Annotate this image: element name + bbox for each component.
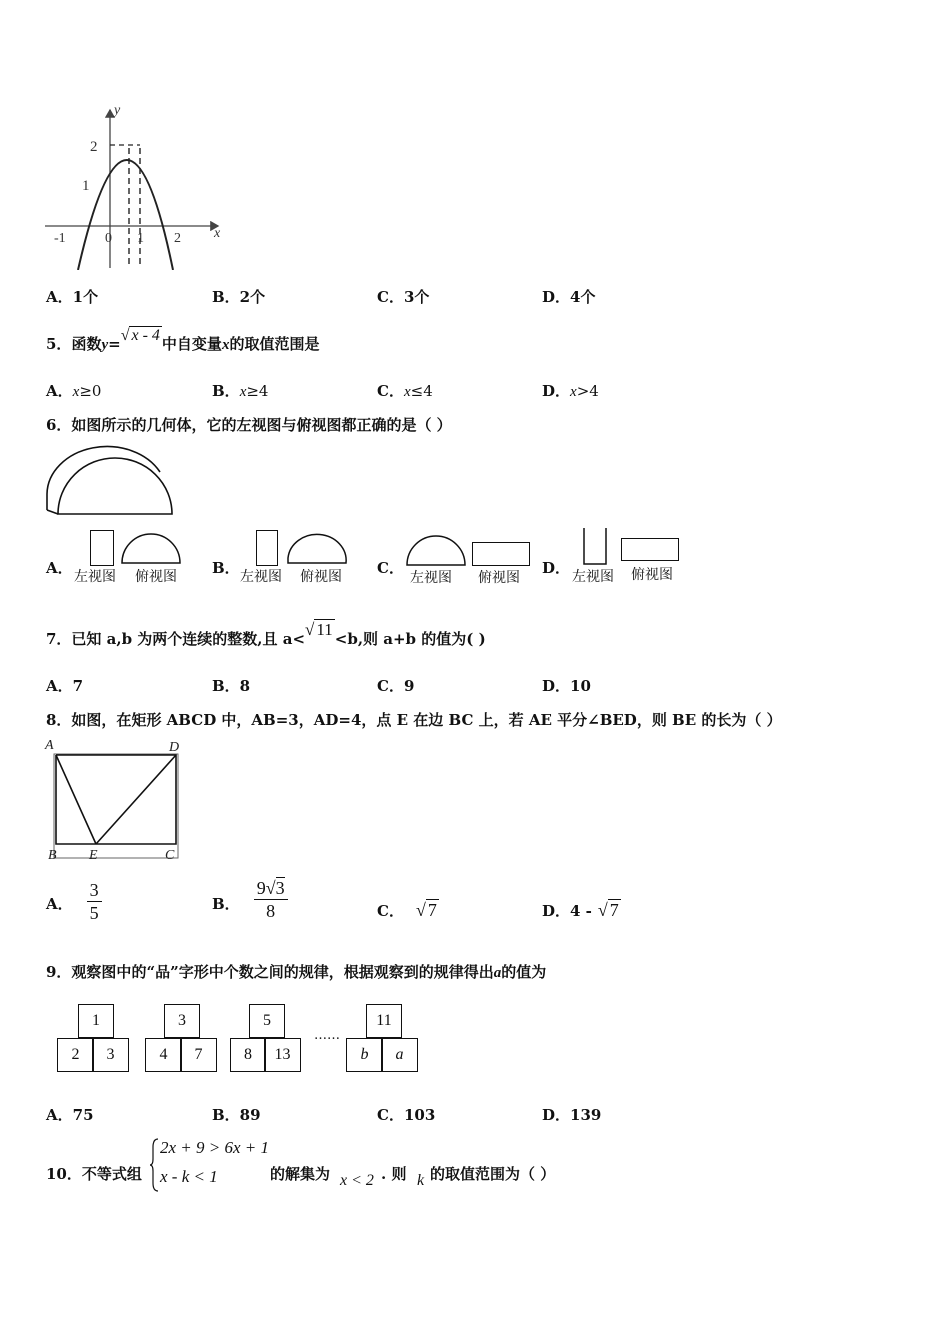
q10-mid: 的解集为: [270, 1165, 331, 1183]
parabola-curve: [78, 160, 173, 270]
tick-xm1: -1: [54, 231, 66, 246]
q9-option-c[interactable]: C．103: [377, 1106, 436, 1124]
q6-c-top-view-shape: [472, 542, 530, 566]
q6-d-top-view-shape: [621, 538, 679, 561]
q4-option-d[interactable]: D．4个: [542, 288, 596, 306]
q4-option-b[interactable]: B．2个: [212, 288, 266, 306]
tick-x0: 0: [105, 231, 112, 246]
x-axis-label: x: [214, 226, 221, 241]
q10-label: 10．不等式组: [46, 1165, 142, 1183]
q8-option-c[interactable]: C． √ 7: [377, 900, 437, 920]
tick-y1: 1: [82, 178, 90, 194]
q9-g2-right: 7: [180, 1038, 217, 1072]
q9-option-a[interactable]: A．75: [46, 1106, 94, 1124]
q6-option-b[interactable]: B．: [212, 559, 240, 577]
q8-label-b: B: [48, 848, 57, 863]
q9-option-d[interactable]: D．139: [542, 1106, 602, 1124]
q6-d-left-view-shape: [582, 528, 608, 566]
q8-question: 8．如图，在矩形 ABCD 中，AB=3，AD=4，点 E 在边 BC 上，若 AE 平分∠BED，则 BE 的长为（ ）: [46, 711, 782, 729]
q4-option-a[interactable]: A．1个: [46, 288, 99, 306]
q6-option-c[interactable]: C．: [377, 559, 404, 577]
q5-radicand: x - 4: [131, 327, 160, 344]
q6-b-top-view-caption: 俯视图: [300, 569, 342, 585]
q6-d-left-view-caption: 左视图: [572, 569, 614, 585]
q6-a-top-view-caption: 俯视图: [135, 569, 177, 585]
q8-label-a: A: [45, 738, 54, 753]
q10-then: . 则: [381, 1165, 407, 1183]
q9-g3-top: 5: [249, 1004, 285, 1038]
q5-option-d[interactable]: D．x>4: [542, 382, 599, 400]
q10-line2: x - k < 1: [160, 1167, 218, 1186]
q6-c-top-view-caption: 俯视图: [478, 570, 520, 586]
q9-g1-left: 2: [57, 1038, 94, 1072]
q6-question: 6．如图所示的几何体，它的左视图与俯视图都正确的是（ ）: [46, 416, 452, 434]
q5-question: 5．函数y=√ x - 4 中自变量x的取值范围是: [46, 327, 320, 353]
q10-k: k: [417, 1172, 425, 1189]
q9-g2-top: 3: [164, 1004, 200, 1038]
q5-option-a[interactable]: A．x≥0: [46, 382, 102, 400]
q7-radicand: 11: [316, 620, 333, 639]
q7-question: 7．已知 a,b 为两个连续的整数,且 a<√ 11 <b,则 a+b 的值为( ): [46, 620, 486, 648]
q9-g4-left: b: [346, 1038, 383, 1072]
q8-option-b[interactable]: B． $\frac{9√3}{8}$: [212, 877, 288, 922]
q9-g3-right: 13: [264, 1038, 301, 1072]
q9-option-b[interactable]: B．89: [212, 1106, 261, 1124]
q6-a-top-view-shape: [120, 532, 182, 564]
q6-b-top-view-shape: [286, 532, 348, 564]
q6-a-left-view-shape: [90, 530, 114, 566]
q6-b-left-view-caption: 左视图: [240, 569, 282, 585]
q10-brace: [150, 1137, 160, 1193]
q6-c-left-view-shape: [405, 534, 467, 566]
q9-g2-left: 4: [145, 1038, 182, 1072]
q6-b-left-view-shape: [256, 530, 278, 566]
q7-option-b[interactable]: B．8: [212, 677, 251, 695]
q6-c-left-view-caption: 左视图: [410, 570, 452, 586]
q8-option-a[interactable]: A． $\frac{3}{5}$: [46, 879, 102, 924]
tick-x2: 2: [174, 231, 181, 246]
q6-solid-figure: [42, 442, 178, 518]
parabola-graph: [40, 100, 230, 270]
q7-option-d[interactable]: D．10: [542, 677, 591, 695]
q6-a-left-view-caption: 左视图: [74, 569, 116, 585]
q9-g1-top: 1: [78, 1004, 114, 1038]
q8-label-c: C: [165, 848, 175, 863]
tick-y2: 2: [90, 139, 98, 155]
q9-question: 9．观察图中的“品”字形中个数之间的规律，根据观察到的规律得出a的值为: [46, 963, 547, 981]
q10-line1: 2x + 9 > 6x + 1: [160, 1138, 270, 1157]
q10-end: 的取值范围为（ ）: [430, 1165, 556, 1183]
q9-g3-left: 8: [230, 1038, 266, 1072]
q8-label-d: D: [169, 740, 180, 755]
q10-solution: x < 2: [340, 1172, 374, 1189]
q9-g4-top: 11: [366, 1004, 402, 1038]
q7-option-a[interactable]: A．7: [46, 677, 84, 695]
q6-d-top-view-caption: 俯视图: [631, 567, 673, 583]
q7-option-c[interactable]: C．9: [377, 677, 415, 695]
tick-x1: 1: [137, 231, 144, 246]
q9-g4-right: a: [381, 1038, 418, 1072]
q9-g1-right: 3: [92, 1038, 129, 1072]
q8-option-d[interactable]: D．4 - √ 7: [542, 900, 619, 920]
q6-option-a[interactable]: A．: [46, 559, 73, 577]
y-axis-label: y: [114, 103, 121, 118]
q5-option-b[interactable]: B．x≥4: [212, 382, 269, 400]
q9-ellipsis: ……: [314, 1028, 340, 1043]
q8-rectangle-figure: [42, 735, 192, 865]
q4-option-c[interactable]: C．3个: [377, 288, 430, 306]
q6-option-d[interactable]: D．: [542, 559, 571, 577]
q8-label-e: E: [89, 848, 98, 863]
q5-option-c[interactable]: C．x≤4: [377, 382, 433, 400]
